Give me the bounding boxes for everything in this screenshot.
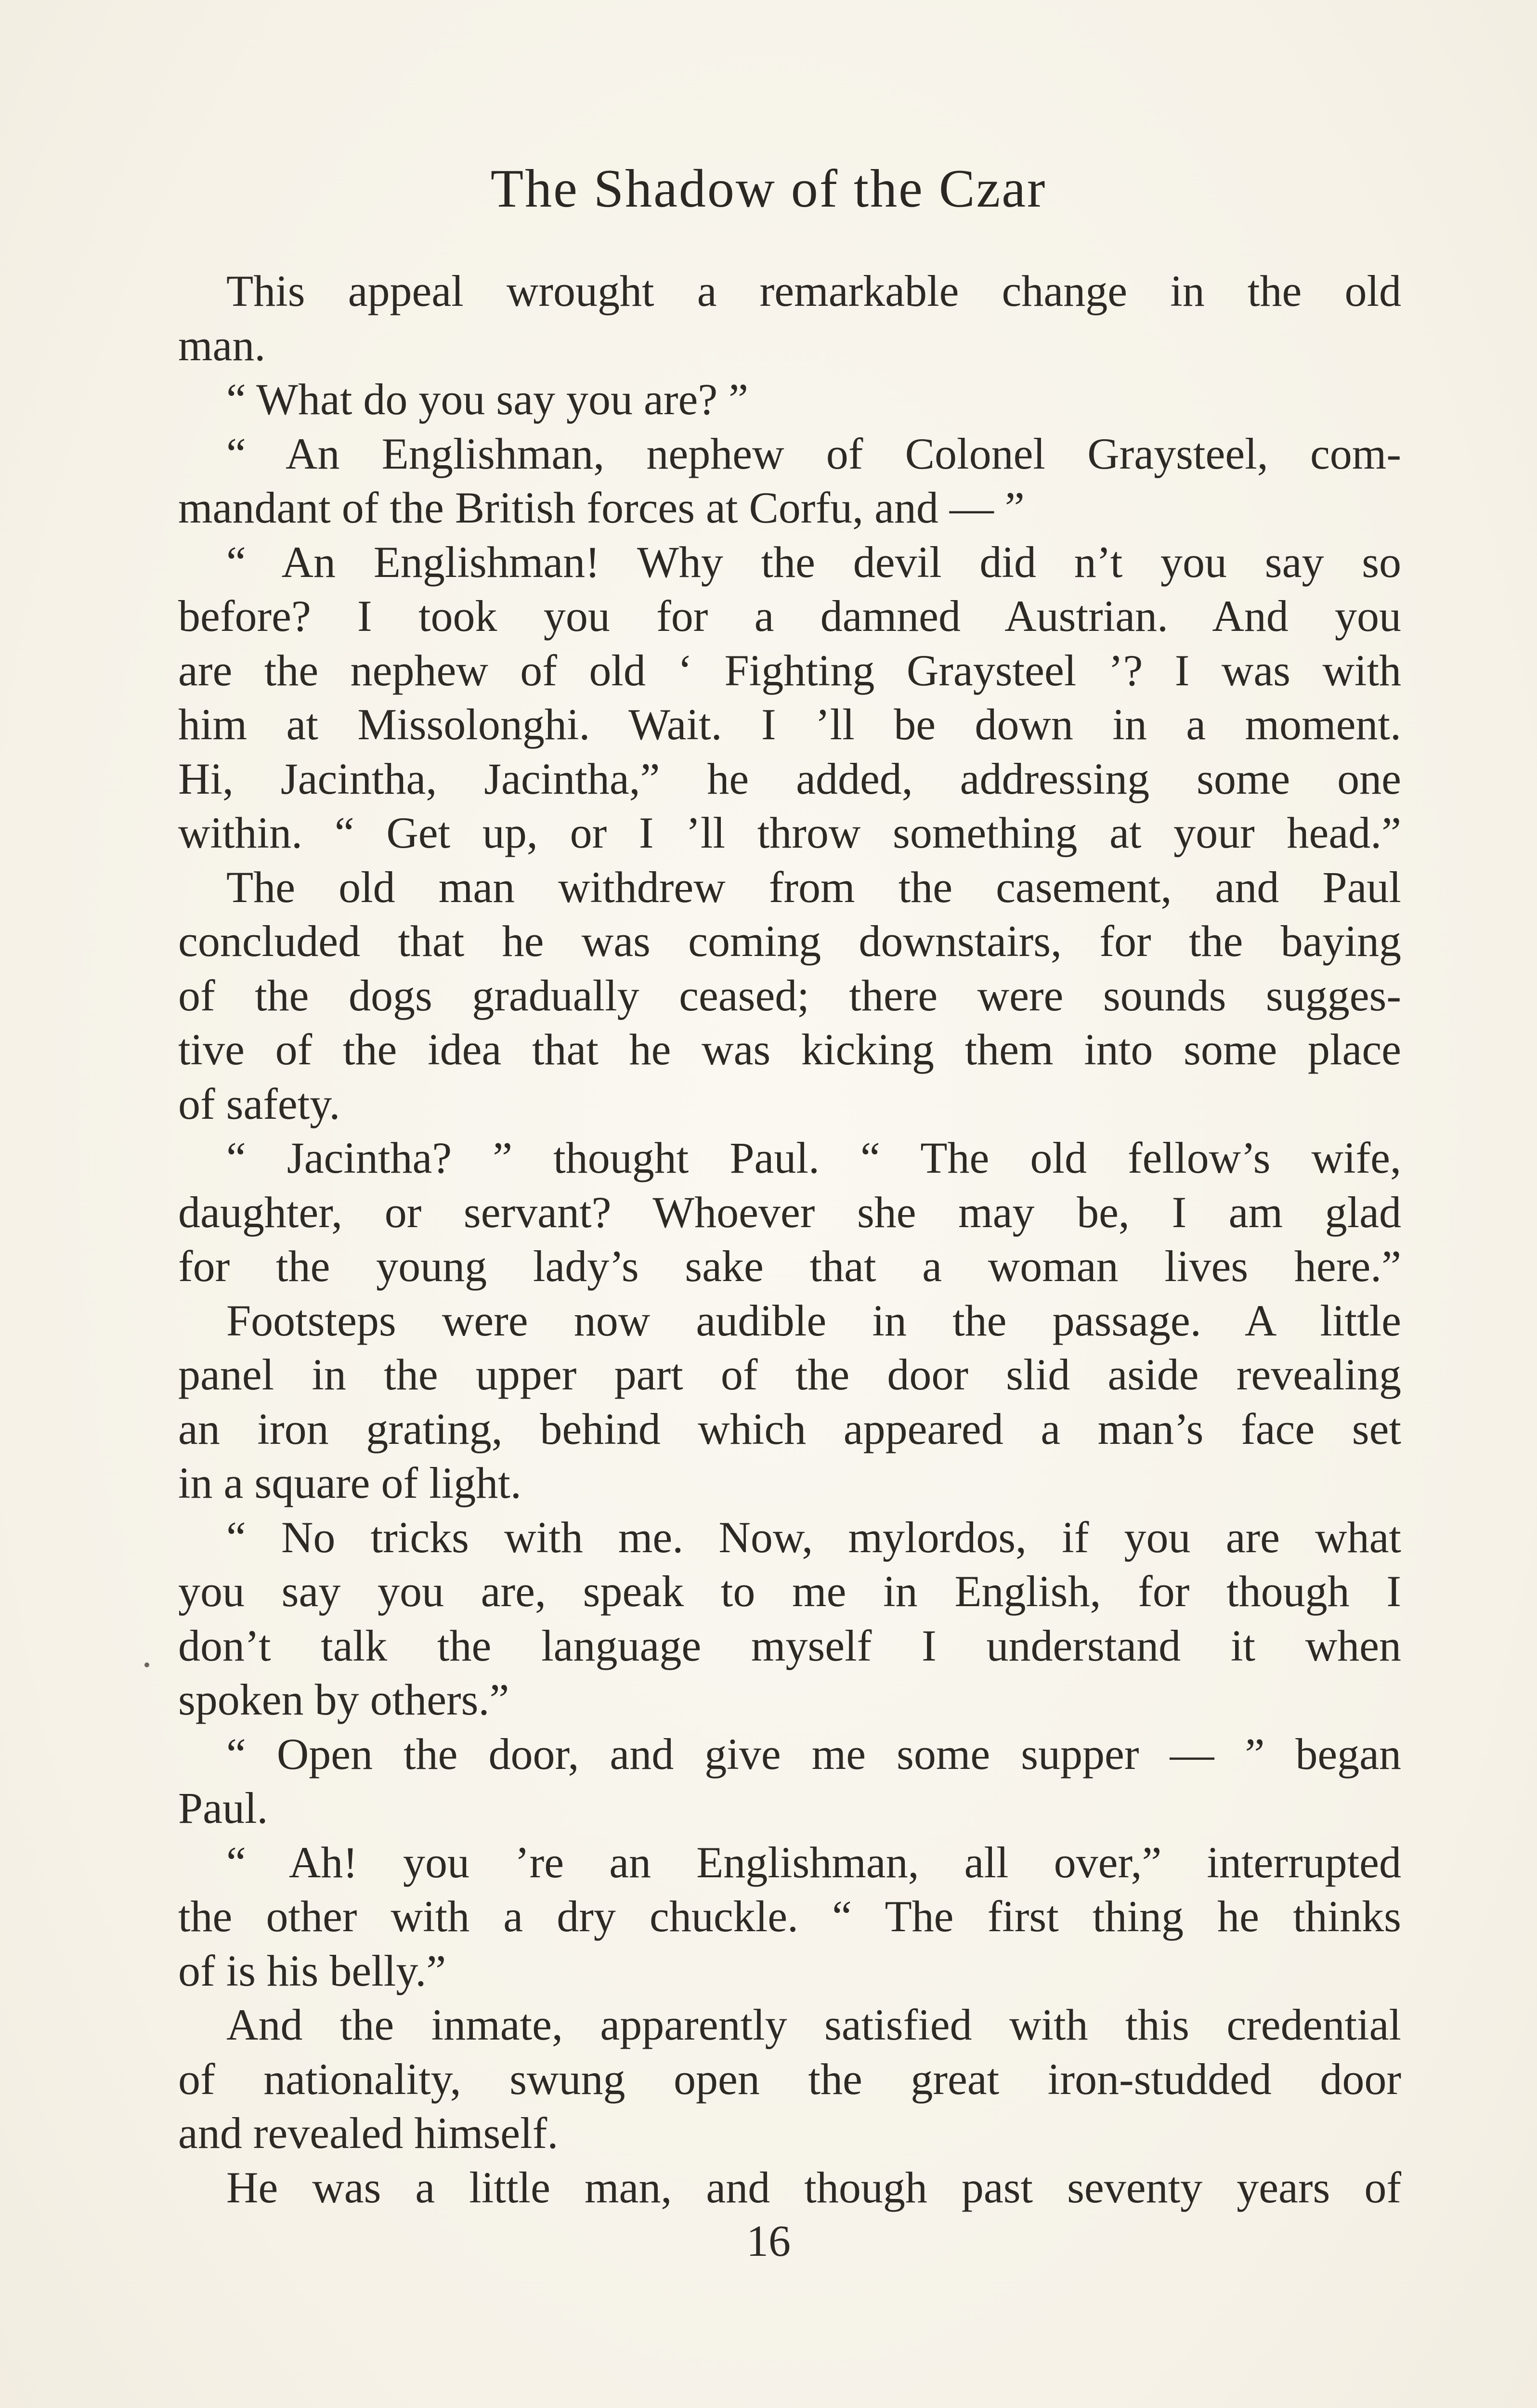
text-line: within. “ Get up, or I ’ll throw something at your head.”	[178, 808, 1401, 857]
text-line: Footsteps were now audible in the passage. A little	[226, 1296, 1401, 1345]
text-line: the other with a dry chuckle. “ The first thing he thinks	[178, 1892, 1401, 1941]
text-line: are the nephew of old ‘ Fighting Graysteel ’? I was with	[178, 645, 1401, 695]
text-line: This appeal wrought a remarkable change in the old	[226, 266, 1401, 315]
text-line: panel in the upper part of the door slid aside revealing	[178, 1350, 1401, 1399]
text-line: The old man withdrew from the casement, and Paul	[226, 862, 1401, 912]
text-line: Paul.	[178, 1783, 268, 1832]
text-line: you say you are, speak to me in English, for though I	[178, 1567, 1401, 1616]
text-line: “ An Englishman! Why the devil did n’t you say so	[226, 537, 1401, 587]
text-line: man.	[178, 320, 266, 370]
text-line: “ Open the door, and give me some supper — ” began	[226, 1729, 1401, 1779]
text-line: concluded that he was coming downstairs, for the baying	[178, 916, 1401, 966]
text-line: spoken by others.”	[178, 1675, 509, 1724]
text-line: “ What do you say you are? ”	[226, 375, 749, 424]
text-line: of is his belly.”	[178, 1946, 446, 1995]
text-line: of nationality, swung open the great iron-studded door	[178, 2054, 1401, 2104]
text-line: and revealed himself.	[178, 2108, 559, 2158]
text-line: of safety.	[178, 1079, 340, 1128]
body-text	[178, 264, 1401, 2214]
text-line: in a square of light.	[178, 1458, 521, 1507]
text-line: He was a little man, and though past seventy years of	[226, 2162, 1401, 2212]
text-line: an iron grating, behind which appeared a man’s face set	[178, 1404, 1401, 1453]
text-line: don’t talk the language myself I understand it when	[178, 1621, 1401, 1670]
text-line: “ An Englishman, nephew of Colonel Graysteel, com-	[226, 429, 1401, 478]
text-line: for the young lady’s sake that a woman lives here.”	[178, 1242, 1401, 1291]
text-line: Hi, Jacintha, Jacintha,” he added, addressing some one	[178, 754, 1401, 803]
text-line: of the dogs gradually ceased; there were sounds sugges-	[178, 970, 1401, 1020]
page-number: 16	[746, 2216, 791, 2265]
text-line: And the inmate, apparently satisfied with this credential	[226, 2000, 1401, 2049]
text-line: tive of the idea that he was kicking them into some place	[178, 1025, 1401, 1074]
text-line: “ Ah! you ’re an Englishman, all over,” interrupted	[226, 1837, 1401, 1887]
text-line: “ Jacintha? ” thought Paul. “ The old fellow’s wife,	[226, 1133, 1401, 1182]
running-head: The Shadow of the Czar	[490, 159, 1047, 219]
text-line: before? I took you for a damned Austrian. And you	[178, 591, 1401, 641]
text-line: him at Missolonghi. Wait. I ’ll be down in a moment.	[178, 700, 1401, 749]
margin-mark	[144, 1662, 149, 1667]
text-line: mandant of the British forces at Corfu, and — ”	[178, 483, 1025, 532]
text-line: “ No tricks with me. Now, mylordos, if you are what	[226, 1512, 1401, 1562]
text-line: daughter, or servant? Whoever she may be, I am glad	[178, 1187, 1401, 1237]
